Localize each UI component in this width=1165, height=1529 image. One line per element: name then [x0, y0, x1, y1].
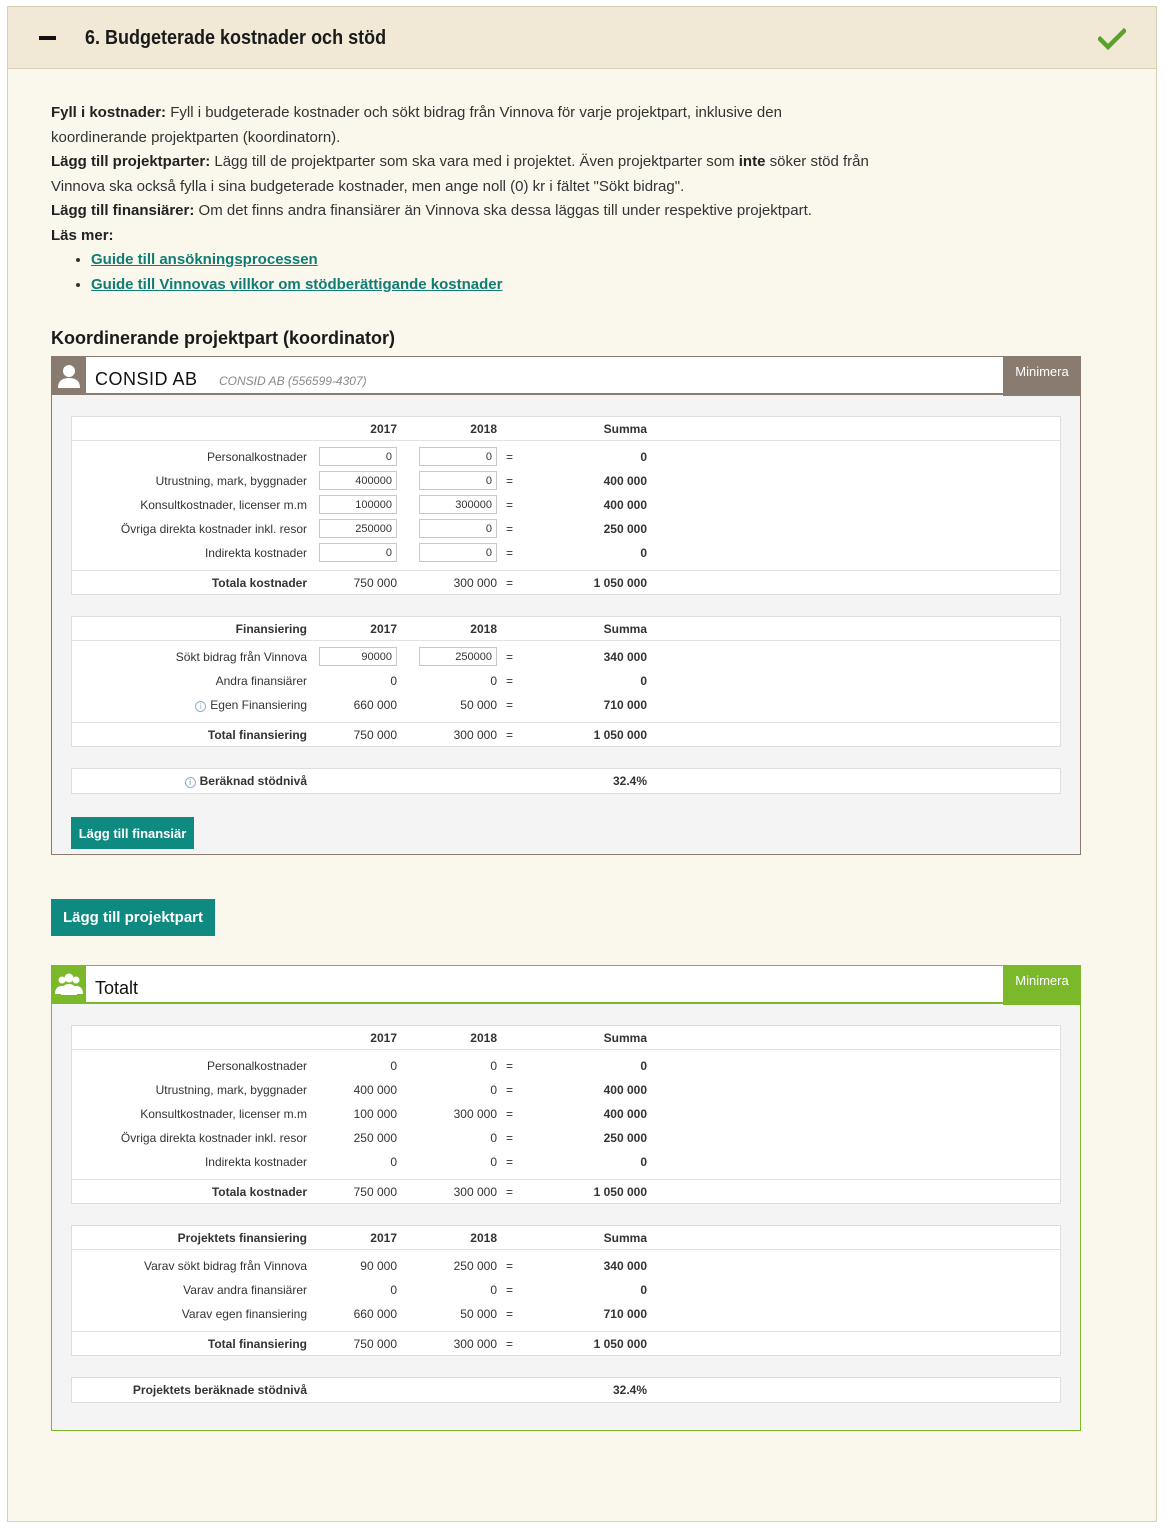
amount-b: 300 000 — [453, 1107, 497, 1121]
total-label: Totala kostnader — [211, 1185, 307, 1199]
row-label-text: Varav sökt bidrag från Vinnova — [144, 1259, 307, 1273]
read-more-label: Läs mer: — [51, 226, 114, 244]
table-row — [72, 493, 1060, 517]
intro-text: Lägg till de projektparter som ska vara med i projektet. Även projektparter som — [210, 153, 739, 170]
amount-input[interactable]: 300000 — [419, 495, 497, 514]
table-row — [72, 445, 1060, 469]
row-label — [182, 1307, 307, 1321]
total-b: 300 000 — [453, 728, 497, 742]
row-label-text: Varav egen finansiering — [181, 1307, 307, 1321]
row-sum: 0 — [640, 674, 647, 688]
section-header[interactable] — [8, 7, 1156, 69]
row-label-text: Utrustning, mark, byggnader — [155, 1083, 307, 1097]
table-header-row — [72, 417, 1060, 441]
info-icon[interactable]: i — [195, 701, 206, 712]
list-item — [91, 248, 871, 273]
table-row — [72, 693, 1060, 717]
equals-sign: = — [506, 1083, 514, 1097]
table-row — [72, 541, 1060, 565]
total-support-level-row — [71, 1377, 1061, 1403]
row-label-text: Sökt bidrag från Vinnova — [175, 650, 307, 664]
row-label — [207, 450, 307, 464]
collapse-minus-icon[interactable] — [39, 36, 56, 40]
row-label — [216, 674, 307, 688]
list-item — [91, 273, 871, 298]
table-total-row — [72, 1331, 1060, 1355]
table-row — [72, 1254, 1060, 1278]
header-year-b: 2018 — [470, 422, 497, 436]
group-icon — [52, 966, 86, 1004]
total-a: 750 000 — [353, 1185, 397, 1199]
total-sum: 1 050 000 — [593, 1185, 647, 1199]
row-sum: 400 000 — [603, 1107, 647, 1121]
row-label — [121, 522, 307, 536]
total-a: 750 000 — [353, 576, 397, 590]
equals-sign: = — [506, 728, 514, 742]
row-sum: 0 — [640, 1155, 647, 1169]
row-label — [205, 1155, 307, 1169]
header-label: Finansiering — [235, 622, 307, 636]
support-label — [185, 774, 307, 788]
equals-sign: = — [506, 1337, 514, 1351]
coordinator-heading: Koordinerande projektpart (koordinator) — [51, 328, 396, 348]
section-title: 6. Budgeterade kostnader och stöd — [85, 27, 387, 49]
header-year-b: 2018 — [470, 622, 497, 636]
amount-input[interactable]: 0 — [419, 543, 497, 562]
row-sum: 340 000 — [603, 1259, 647, 1273]
total-label: Total finansiering — [207, 1337, 307, 1351]
amount-a: 0 — [390, 1155, 397, 1169]
row-sum: 0 — [640, 1059, 647, 1073]
row-label — [183, 1283, 307, 1297]
row-sum: 400 000 — [603, 1083, 647, 1097]
row-sum: 0 — [640, 546, 647, 560]
equals-sign: = — [506, 498, 514, 512]
row-label-text: Övriga direkta kostnader inkl. resor — [120, 522, 307, 536]
table-row — [72, 1102, 1060, 1126]
row-label — [205, 546, 307, 560]
total-label: Totala kostnader — [211, 576, 307, 590]
total-b: 300 000 — [453, 1185, 497, 1199]
row-sum: 250 000 — [603, 522, 647, 536]
equals-sign: = — [506, 1131, 514, 1145]
equals-sign: = — [506, 546, 514, 560]
amount-a: 90 000 — [360, 1259, 397, 1273]
equals-sign: = — [506, 474, 514, 488]
budget-section — [7, 6, 1157, 1522]
row-label — [140, 498, 307, 512]
amount-b: 0 — [490, 1083, 497, 1097]
financing-table — [71, 616, 1061, 747]
row-label-text: Personalkostnader — [206, 450, 307, 464]
party-panel — [51, 356, 1081, 855]
header-label: Projektets finansiering — [177, 1231, 307, 1245]
amount-b: 0 — [490, 1155, 497, 1169]
amount-b: 0 — [490, 1059, 497, 1073]
amount-input[interactable]: 250000 — [419, 647, 497, 666]
amount-input[interactable]: 0 — [319, 543, 397, 562]
table-row — [72, 1278, 1060, 1302]
intro-label: Fyll i kostnader: — [51, 104, 167, 121]
minimize-button[interactable]: Minimera — [1003, 356, 1081, 396]
total-panel — [51, 965, 1081, 1431]
intro-text — [51, 101, 871, 297]
equals-sign: = — [506, 522, 514, 536]
total-b: 300 000 — [453, 576, 497, 590]
cost-table — [71, 416, 1061, 595]
header-sum: Summa — [603, 622, 647, 636]
equals-sign: = — [506, 1283, 514, 1297]
row-label-text: Indirekta kostnader — [204, 546, 307, 560]
amount-a: 400 000 — [353, 1083, 397, 1097]
table-row — [72, 1126, 1060, 1150]
row-label — [156, 474, 307, 488]
row-label — [140, 1107, 307, 1121]
row-sum: 250 000 — [603, 1131, 647, 1145]
amount-b: 50 000 — [460, 698, 497, 712]
header-year-a: 2017 — [370, 1031, 397, 1045]
row-label — [144, 1259, 307, 1273]
amount-a: 0 — [390, 1059, 397, 1073]
row-sum: 340 000 — [603, 650, 647, 664]
row-sum: 710 000 — [603, 1307, 647, 1321]
amount-input[interactable]: 0 — [419, 447, 497, 466]
table-row — [72, 1150, 1060, 1174]
equals-sign: = — [506, 1155, 514, 1169]
table-row — [72, 769, 1060, 793]
support-value: 32.4% — [612, 1383, 647, 1397]
amount-input[interactable]: 90000 — [319, 647, 397, 666]
amount-input[interactable]: 0 — [419, 471, 497, 490]
intro-text: Om det finns andra finansiärer än Vinnova ska dessa läggas till under respektive projektpart. — [194, 202, 812, 219]
total-cost-table — [71, 1025, 1061, 1204]
header-year-a: 2017 — [370, 422, 397, 436]
equals-sign: = — [506, 450, 514, 464]
row-sum: 400 000 — [603, 498, 647, 512]
amount-input[interactable]: 100000 — [319, 495, 397, 514]
header-sum: Summa — [603, 1231, 647, 1245]
table-row — [72, 645, 1060, 669]
row-label — [176, 650, 307, 664]
total-name: Totalt — [95, 978, 139, 998]
table-total-row — [72, 722, 1060, 746]
amount-a: 660 000 — [353, 1307, 397, 1321]
row-label-text: Konsultkostnader, licenser m.m — [140, 1107, 307, 1121]
table-row — [72, 1054, 1060, 1078]
add-financier-button[interactable]: Lägg till finansiär — [71, 817, 194, 849]
guide-link-process[interactable]: Guide till ansökningsprocessen — [91, 251, 318, 268]
row-label-text: Egen Finansiering — [210, 698, 307, 712]
equals-sign: = — [506, 650, 514, 664]
equals-sign: = — [506, 1259, 514, 1273]
checkmark-icon — [1098, 27, 1126, 51]
party-name: CONSID AB — [95, 369, 198, 389]
intro-text: söker stöd från Vinnova ska också fylla i sina budgeterade kostnader, men ange noll (0) kr i fältet "Sökt bidrag". — [51, 153, 869, 195]
table-row — [72, 469, 1060, 493]
total-b: 300 000 — [453, 1337, 497, 1351]
total-sum: 1 050 000 — [593, 728, 647, 742]
row-label-text: Konsultkostnader, licenser m.m — [140, 498, 307, 512]
header-sum: Summa — [603, 422, 647, 436]
intro-text: Fyll i budgeterade kostnader och sökt bidrag från Vinnova för varje projektpart, inklusive den koordinerande projektparten (koordinatorn). — [51, 104, 782, 146]
amount-b: 0 — [490, 1283, 497, 1297]
guide-links — [91, 248, 871, 297]
table-row — [72, 1378, 1060, 1402]
total-a: 750 000 — [353, 728, 397, 742]
amount-b: 0 — [490, 1131, 497, 1145]
row-sum: 0 — [640, 450, 647, 464]
row-label-text: Utrustning, mark, byggnader — [155, 474, 307, 488]
table-row — [72, 1078, 1060, 1102]
row-sum: 0 — [640, 1283, 647, 1297]
table-total-row — [72, 570, 1060, 594]
row-label — [121, 1131, 307, 1145]
amount-a: 0 — [390, 674, 397, 688]
equals-sign: = — [506, 674, 514, 688]
info-icon[interactable]: i — [185, 777, 196, 788]
support-value: 32.4% — [612, 774, 647, 788]
total-a: 750 000 — [353, 1337, 397, 1351]
table-header-row — [72, 1226, 1060, 1250]
amount-a: 250 000 — [353, 1131, 397, 1145]
amount-b: 0 — [490, 674, 497, 688]
total-sum: 1 050 000 — [593, 1337, 647, 1351]
header-year-b: 2018 — [470, 1231, 497, 1245]
intro-label: Lägg till finansiärer: — [51, 202, 195, 219]
row-label — [156, 1083, 307, 1097]
amount-b: 50 000 — [460, 1307, 497, 1321]
amount-input[interactable]: 0 — [319, 447, 397, 466]
table-row — [72, 1302, 1060, 1326]
party-header — [52, 357, 1080, 395]
row-label — [195, 698, 307, 712]
total-financing-table — [71, 1225, 1061, 1356]
amount-input[interactable]: 0 — [419, 519, 497, 538]
amount-input[interactable]: 250000 — [319, 519, 397, 538]
intro-label: Lägg till projektparter: — [51, 153, 211, 170]
minimize-button[interactable]: Minimera — [1003, 965, 1081, 1005]
intro-emphasis: inte — [738, 153, 766, 170]
total-header — [52, 966, 1080, 1004]
equals-sign: = — [506, 576, 514, 590]
table-total-row — [72, 1179, 1060, 1203]
equals-sign: = — [506, 1307, 514, 1321]
party-org-number: CONSID AB (556599-4307) — [219, 374, 367, 388]
equals-sign: = — [506, 1185, 514, 1199]
amount-b: 250 000 — [453, 1259, 497, 1273]
row-label-text: Övriga direkta kostnader inkl. resor — [120, 1131, 307, 1145]
row-label-text: Varav andra finansiärer — [183, 1283, 307, 1297]
amount-a: 660 000 — [353, 698, 397, 712]
table-header-row — [72, 617, 1060, 641]
row-label-text: Personalkostnader — [206, 1059, 307, 1073]
amount-input[interactable]: 400000 — [319, 471, 397, 490]
header-year-a: 2017 — [370, 622, 397, 636]
add-party-button[interactable]: Lägg till projektpart — [51, 899, 215, 936]
equals-sign: = — [506, 1059, 514, 1073]
row-sum: 400 000 — [603, 474, 647, 488]
amount-a: 0 — [390, 1283, 397, 1297]
total-sum: 1 050 000 — [593, 576, 647, 590]
amount-a: 100 000 — [353, 1107, 397, 1121]
user-icon — [52, 357, 86, 395]
total-label: Total finansiering — [207, 728, 307, 742]
support-label-text: Beräknad stödnivå — [199, 774, 307, 788]
table-header-row — [72, 1026, 1060, 1050]
header-year-b: 2018 — [470, 1031, 497, 1045]
header-sum: Summa — [603, 1031, 647, 1045]
header-year-a: 2017 — [370, 1231, 397, 1245]
support-label: Projektets beräknade stödnivå — [132, 1383, 307, 1397]
table-row — [72, 517, 1060, 541]
equals-sign: = — [506, 1107, 514, 1121]
row-sum: 710 000 — [603, 698, 647, 712]
support-level-row — [71, 768, 1061, 794]
row-label-text: Indirekta kostnader — [204, 1155, 307, 1169]
row-label — [207, 1059, 307, 1073]
row-label-text: Andra finansiärer — [215, 674, 307, 688]
guide-link-conditions[interactable]: Guide till Vinnovas villkor om stödberättigande kostnader — [91, 275, 503, 293]
equals-sign: = — [506, 698, 514, 712]
table-row — [72, 669, 1060, 693]
